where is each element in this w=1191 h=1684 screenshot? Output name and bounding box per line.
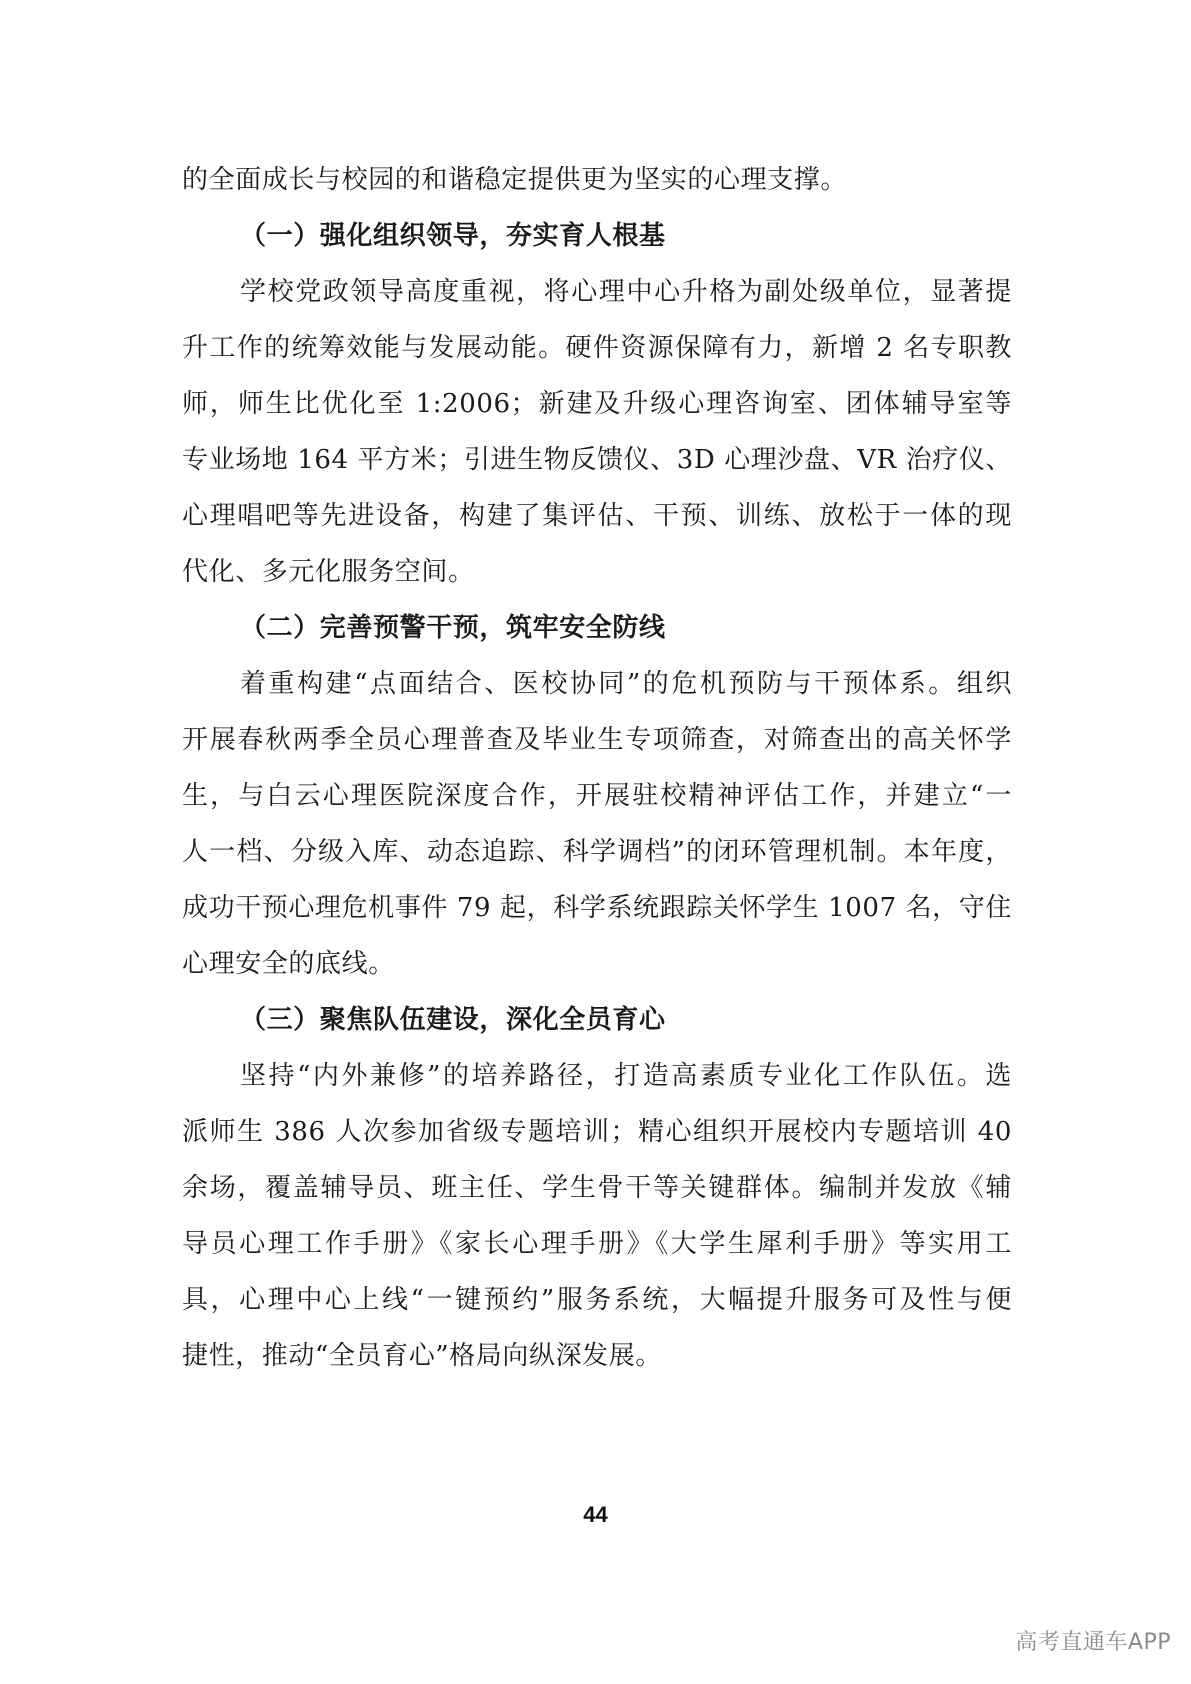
- paragraph-line: 的全面成长与校园的和谐稳定提供更为坚实的心理支撑。: [182, 165, 848, 195]
- paragraph-line: 导员心理工作手册》《家长心理手册》《大学生犀利手册》等实用工: [182, 1229, 1012, 1259]
- paragraph-line: 师，师生比优化至 1:2006；新建及升级心理咨询室、团体辅导室等: [182, 389, 1012, 419]
- paragraph-line: 专业场地 164 平方米；引进生物反馈仪、3D 心理沙盘、VR 治疗仪、: [182, 445, 1013, 475]
- paragraph-line: 具，心理中心上线“一键预约”服务系统，大幅提升服务可及性与便: [182, 1285, 1012, 1315]
- paragraph-line: 派师生 386 人次参加省级专题培训；精心组织开展校内专题培训 40: [182, 1117, 1012, 1147]
- paragraph-line: 升工作的统筹效能与发展动能。硬件资源保障有力，新增 2 名专职教: [182, 333, 1012, 363]
- section-heading: （二）完善预警干预，筑牢安全防线: [240, 613, 666, 643]
- page-number: 44: [583, 1502, 608, 1527]
- paragraph-line: 心理唱吧等先进设备，构建了集评估、干预、训练、放松于一体的现: [182, 501, 1012, 531]
- paragraph-line: 成功干预心理危机事件 79 起，科学系统跟踪关怀学生 1007 名，守住: [182, 893, 1012, 923]
- paragraph-line: 生，与白云心理医院深度合作，开展驻校精神评估工作，并建立“一: [182, 781, 1012, 811]
- section-heading: （三）聚焦队伍建设，深化全员育心: [240, 1005, 666, 1035]
- paragraph-line: 代化、多元化服务空间。: [182, 557, 475, 587]
- paragraph-line: 捷性，推动“全员育心”格局向纵深发展。: [182, 1341, 662, 1371]
- paragraph-line: 坚持“内外兼修”的培养路径，打造高素质专业化工作队伍。选: [240, 1061, 1012, 1091]
- document-body: [182, 152, 1012, 1384]
- section-heading: （一）强化组织领导，夯实育人根基: [240, 221, 666, 251]
- paragraph-line: 人一档、分级入库、动态追踪、科学调档”的闭环管理机制。本年度，: [182, 837, 1012, 867]
- paragraph-line: 心理安全的底线。: [182, 949, 395, 979]
- watermark: 高考直通车APP: [1015, 1630, 1171, 1655]
- paragraph-line: 学校党政领导高度重视，将心理中心升格为副处级单位，显著提: [240, 277, 1012, 307]
- paragraph-line: 开展春秋两季全员心理普查及毕业生专项筛查，对筛查出的高关怀学: [182, 725, 1012, 755]
- paragraph-line: 余场，覆盖辅导员、班主任、学生骨干等关键群体。编制并发放《辅: [182, 1173, 1012, 1203]
- paragraph-line: 着重构建“点面结合、医校协同”的危机预防与干预体系。组织: [240, 669, 1012, 699]
